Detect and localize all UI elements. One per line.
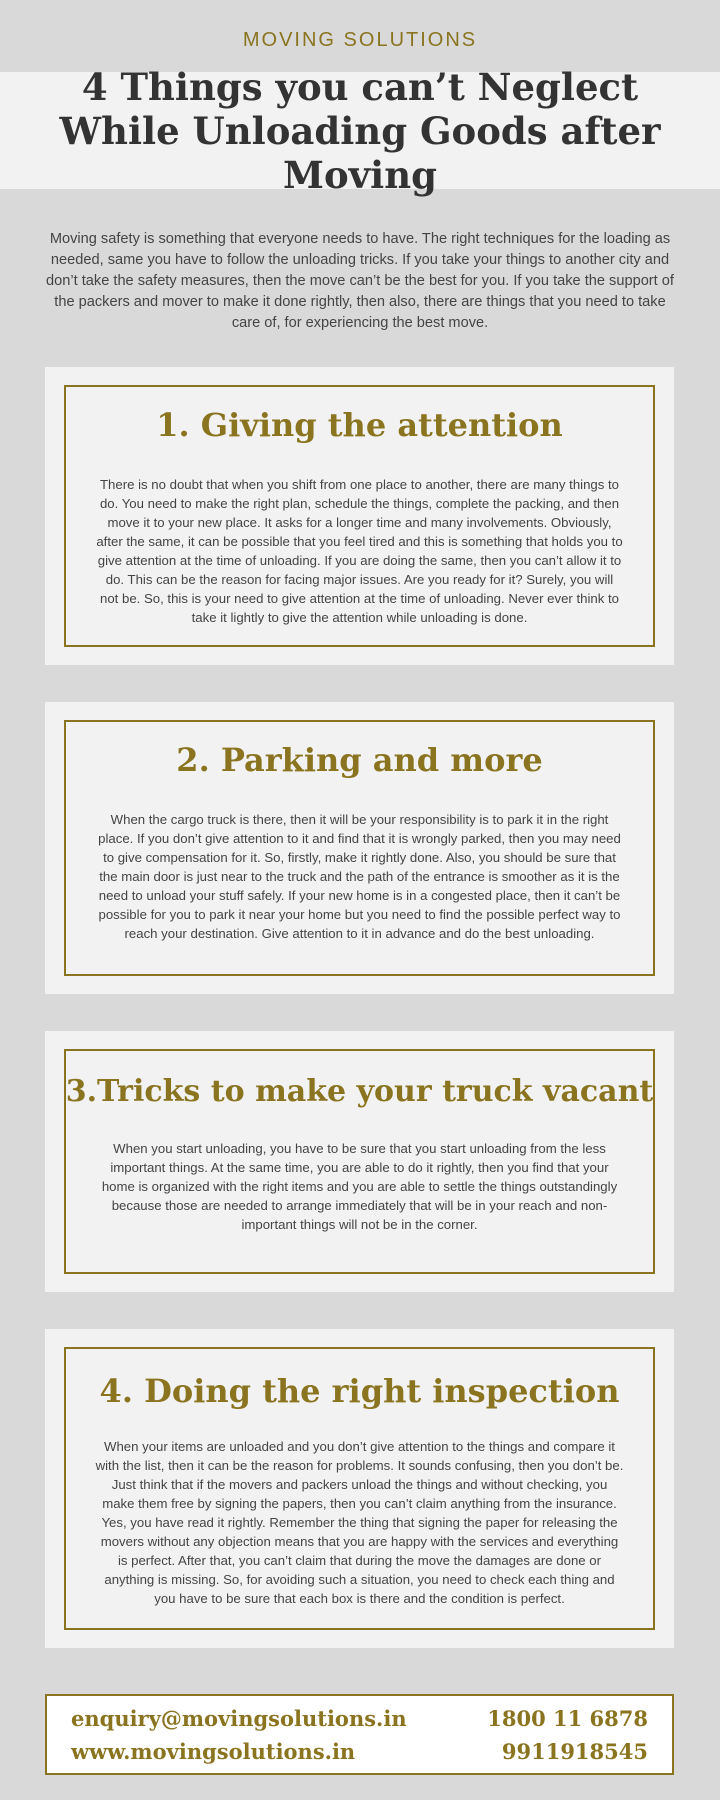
page-title: 4 Things you can’t Neglect While Unloading Goods after Moving [59, 64, 661, 197]
intro-paragraph: Moving safety is something that everyone needs to have. The right techniques for the loading as needed, same you have to follow the unloading tricks. If you take your things to another city and don’t take the safety measures, then the move can’t be the best for you. If you take the support of the packers and mover to make it done rightly, then also, there are things that you need to take care of, for experiencing the best move. [46, 231, 674, 331]
section-heading: 3.Tricks to make your truck vacant [65, 1074, 654, 1109]
section-body: There is no doubt that when you shift from one place to another, there are many things to do. You need to make the right plan, schedule the things, complete the packing, and then move it to your new place. It asks for a longer time and many involvements. Obviously, after the same, it can be possible that you feel tired and this is something that holds you to give attention at the time of unloading. If you are doing the same, then you can’t allow it to do. This can be the reason for facing major issues. Are you ready for it? Surely, you will not be. So, this is your need to give attention at the time of unloading. Never ever think to take it lightly to give the attention while unloading is done. [96, 477, 623, 625]
section-heading: 2. Parking and more [176, 741, 543, 779]
phone-number-1[interactable]: 1800 11 6878 [487, 1706, 648, 1731]
website-link[interactable]: www.movingsolutions.in [71, 1739, 356, 1764]
contact-box [45, 1694, 674, 1775]
brand-name: MOVING SOLUTIONS [242, 29, 478, 51]
email-link[interactable]: enquiry@movingsolutions.in [71, 1706, 407, 1731]
section-card-4 [45, 1329, 674, 1648]
section-card-2 [45, 702, 674, 994]
section-body: When the cargo truck is there, then it will be your responsibility is to park it in the right place. If you don’t give attention to it and find that it is wrongly parked, then you may need to give compensation for it. So, firstly, make it rightly done. Also, you should be sure that the main door is just near to the truck and the path of the entrance is smoother as it is the need to unload your stuff safely. If your new home is in a congested place, then it can’t be possible for you to park it near your home but you need to find the possible perfect way to reach your destination. Give attention to it in advance and do the best unloading. [98, 812, 621, 941]
section-card-3 [45, 1031, 674, 1292]
section-body: When you start unloading, you have to be sure that you start unloading from the less important things. At the same time, you are able to do it rightly, then you find that your home is organized with the right items and you are able to settle the things outstandingly because those are needed to arrange immediately that will be in your reach and non-important things will not be in the corner. [101, 1141, 618, 1232]
section-heading: 1. Giving the attention [156, 406, 563, 444]
section-card-1 [45, 367, 674, 665]
section-heading: 4. Doing the right inspection [99, 1372, 620, 1410]
title-band [0, 64, 720, 197]
section-body: When your items are unloaded and you don’t give attention to the things and compare it with the list, then it can be the reason for problems. It sounds confusing, then you don’t be. Just think that if the movers and packers unload the things and without checking, you make them free by signing the papers, then you can’t claim anything from the insurance. Yes, you have read it rightly. Remember the thing that signing the paper for releasing the movers without any objection means that you are happy with the services and everything is perfect. After that, you can’t claim that during the move the damages are done or anything is missing. So, for avoiding such a situation, you need to check each thing and you have to be sure that each box is there and the condition is perfect. [95, 1439, 624, 1606]
phone-number-2[interactable]: 9911918545 [501, 1739, 648, 1764]
